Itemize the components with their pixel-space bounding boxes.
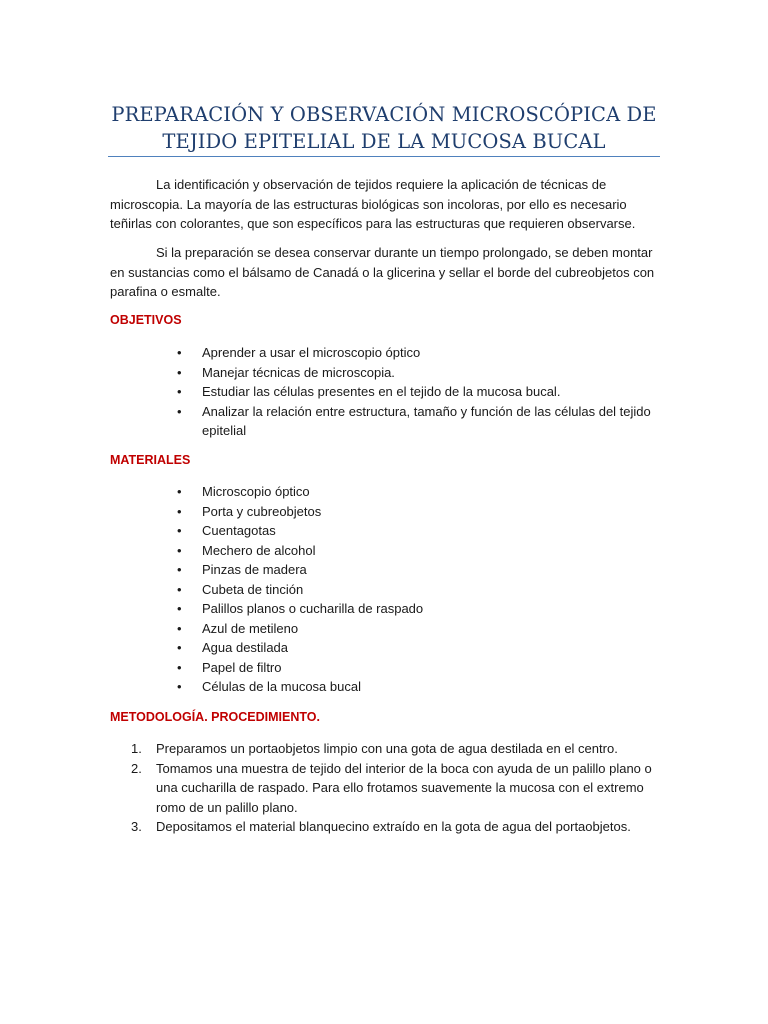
list-item: • Mechero de alcohol <box>110 541 670 561</box>
bullet-icon: • <box>177 679 182 694</box>
bullet-icon: • <box>177 403 182 419</box>
paragraph-line: parafina o esmalte. <box>110 284 221 299</box>
list-item: • Porta y cubreobjetos <box>110 502 670 522</box>
bullet-icon: • <box>177 562 182 577</box>
list-item: • Azul de metileno <box>110 619 670 639</box>
list-item: 1. Preparamos un portaobjetos limpio con una gota de agua destilada en el centro. <box>110 739 670 759</box>
procedimiento-list <box>110 739 670 837</box>
bullet-icon: • <box>177 581 182 597</box>
list-item: • Cubeta de tinción <box>110 580 670 600</box>
list-item: • Manejar técnicas de microscopia. <box>110 363 670 383</box>
paragraph-line: La identificación y observación de tejidos requiere la aplicación de técnicas de <box>156 177 607 192</box>
title-line-1: PREPARACIÓN Y OBSERVACIÓN MICROSCÓPICA DE <box>111 103 657 126</box>
list-item: • Papel de filtro <box>110 658 670 678</box>
materiales-heading: MATERIALES <box>110 453 191 467</box>
list-item: • Aprender a usar el microscopio óptico <box>110 343 670 363</box>
bullet-icon: • <box>177 620 182 636</box>
list-item: • Estudiar las células presentes en el tejido de la mucosa bucal. <box>110 382 670 402</box>
paragraph-line: Si la preparación se desea conservar durante un tiempo prolongado, se deben montar <box>156 245 653 260</box>
paragraph-line: microscopia. La mayoría de las estructuras biológicas son incoloras, por ello es necesario <box>110 196 627 212</box>
bullet-icon: • <box>177 384 182 399</box>
bullet-icon: • <box>177 640 182 655</box>
paragraph-line: en sustancias como el bálsamo de Canadá o la glicerina y sellar el borde del cubreobjetos con <box>110 264 655 280</box>
list-item: 3. Depositamos el material blanquecino extraído en la gota de agua del portaobjetos. <box>110 817 670 837</box>
document-title <box>108 101 660 155</box>
bullet-icon: • <box>177 542 182 558</box>
list-item: • Pinzas de madera <box>110 560 670 580</box>
list-item: • Células de la mucosa bucal <box>110 677 670 697</box>
list-item: • Microscopio óptico <box>110 482 670 502</box>
list-item: • Analizar la relación entre estructura, tamaño y función de las células del tejido epitelial <box>177 403 651 438</box>
materiales-list <box>110 482 670 697</box>
intro-paragraph-2 <box>110 243 670 302</box>
bullet-icon: • <box>177 345 182 360</box>
metodologia-heading: METODOLOGÍA. PROCEDIMIENTO. <box>110 710 320 724</box>
list-item: 2. Tomamos una muestra de tejido del interior de la boca con ayuda de un palillo plano o una cucharilla de raspado. Para ello frotamos suavemente la mucosa con el extremo romo de un palillo plano. <box>131 760 652 815</box>
list-item: • Palillos planos o cucharilla de raspado <box>110 599 670 619</box>
title-line-2: TEJIDO EPITELIAL DE LA MUCOSA BUCAL <box>162 130 606 153</box>
bullet-icon: • <box>177 659 182 675</box>
objetivos-heading: OBJETIVOS <box>110 313 182 327</box>
intro-paragraph-1 <box>110 175 670 234</box>
objetivos-list <box>110 343 670 441</box>
bullet-icon: • <box>177 484 182 499</box>
paragraph-line: teñirlas con colorantes, que son específicos para las estructuras que requieren observarse. <box>110 216 636 231</box>
bullet-icon: • <box>177 601 182 616</box>
bullet-icon: • <box>177 364 182 380</box>
step-number: 3. <box>131 819 142 834</box>
title-underline <box>108 156 660 157</box>
step-number: 2. <box>131 760 142 776</box>
step-number: 1. <box>131 741 142 756</box>
list-item: • Agua destilada <box>110 638 670 658</box>
bullet-icon: • <box>177 503 182 519</box>
bullet-icon: • <box>177 523 182 538</box>
list-item: • Cuentagotas <box>110 521 670 541</box>
